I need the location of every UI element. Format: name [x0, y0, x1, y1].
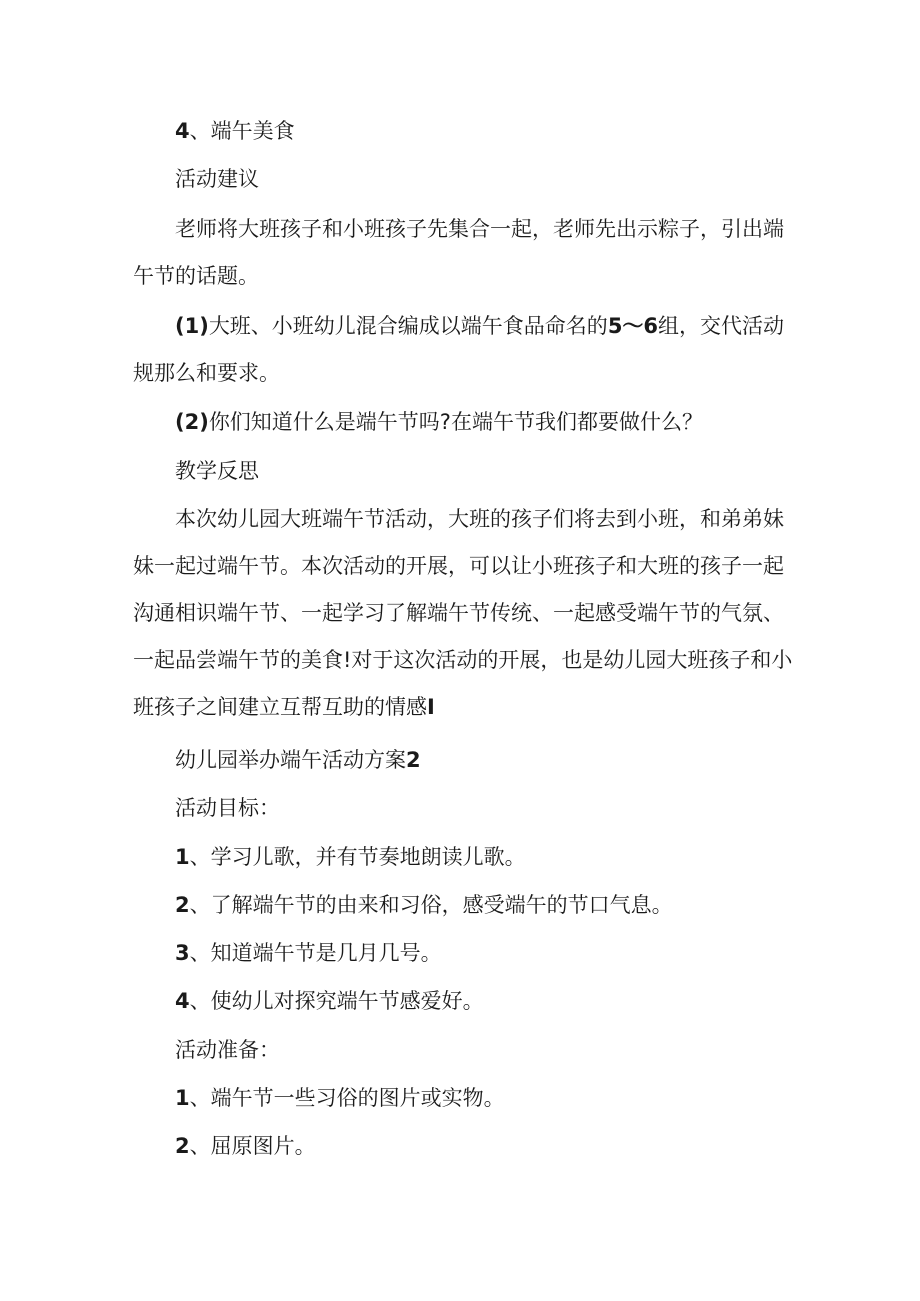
objective-item: [133, 978, 793, 1025]
objective-item: [133, 930, 793, 977]
item-text: 、了解端午节的由来和习俗，感受端午的节口气息。: [189, 893, 673, 917]
item-number: 2: [175, 1134, 190, 1158]
item-number: 4: [175, 989, 190, 1013]
section-heading-reflection: [133, 448, 793, 495]
plan-title: [133, 737, 793, 784]
heading-text: 活动建议: [175, 167, 259, 191]
section-heading-objectives: [133, 785, 793, 832]
heading-text: 活动准备：: [175, 1038, 280, 1062]
step-text-continued: 组，交代活动规那么和要求。: [133, 314, 785, 385]
item-text: 、使幼儿对探究端午节感爱好。: [189, 989, 484, 1013]
section-heading-preparation: [133, 1027, 793, 1074]
item-text: 、知道端午节是几月几号。: [189, 941, 442, 965]
section-heading-activity-suggestion: [133, 156, 793, 203]
item-number: 1: [175, 845, 190, 869]
step-number: (2): [175, 410, 209, 434]
paragraph-trailing-mark: I: [427, 695, 435, 719]
item-number: 4: [175, 119, 190, 143]
objective-item: [133, 834, 793, 881]
item-number: 1: [175, 1086, 190, 1110]
heading-text: 活动目标：: [175, 796, 280, 820]
step-text: 你们知道什么是端午节吗?在端午节我们都要做什么？: [208, 410, 703, 434]
paragraph-text: 老师将大班孩子和小班孩子先集合一起，老师先出示粽子，引出端午节的话题。: [133, 217, 784, 288]
step-2-paragraph: [133, 399, 793, 446]
title-text: 幼儿园举办端午活动方案: [175, 748, 406, 772]
item-number: 3: [175, 941, 190, 965]
paragraph-reflection: [133, 496, 793, 731]
title-number: 2: [406, 748, 421, 772]
item-text: 、屈原图片。: [189, 1134, 316, 1158]
item-text: 、端午节一些习俗的图片或实物。: [189, 1086, 505, 1110]
preparation-item: [133, 1075, 793, 1122]
heading-text: 教学反思: [175, 459, 259, 483]
paragraph-text: 本次幼儿园大班端午节活动，大班的孩子们将去到小班，和弟弟妹妹一起过端午节。本次活动的开展，可以让小班孩子和大班的孩子一起沟通相识端午节、一起学习了解端午节传统、一起感受端午节的气氛、一起品尝端午节的美食!对于这次活动的开展，也是幼儿园大班孩子和小班孩子之间建立互帮互助的情感: [133, 507, 793, 719]
item-text: 、端午美食: [189, 119, 295, 143]
item-4-heading: [133, 108, 793, 155]
group-range: 5〜6: [607, 314, 659, 338]
objective-item: [133, 882, 793, 929]
step-text: 大班、小班幼儿混合编成以端午食品命名的: [208, 314, 608, 338]
step-number: (1): [175, 314, 209, 338]
step-1-paragraph: [133, 303, 793, 397]
item-text: 、学习儿歌，并有节奏地朗读儿歌。: [189, 845, 526, 869]
paragraph-intro: [133, 206, 793, 300]
item-number: 2: [175, 893, 190, 917]
preparation-item: [133, 1123, 793, 1170]
